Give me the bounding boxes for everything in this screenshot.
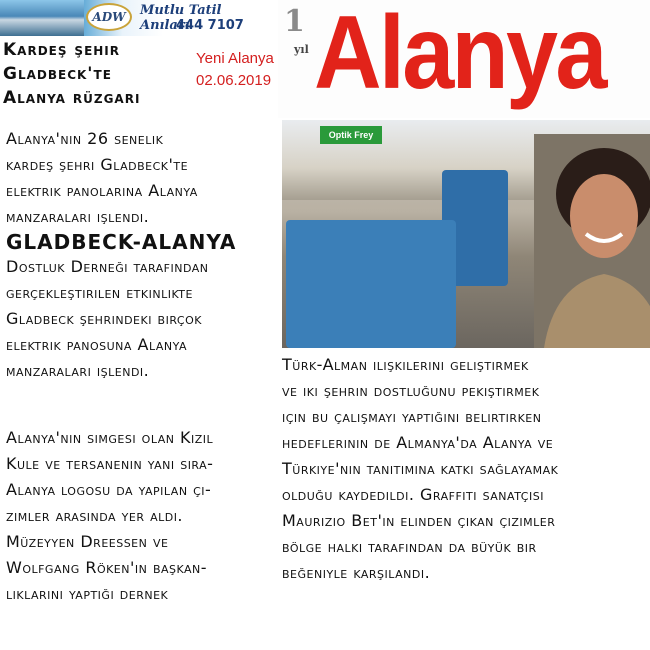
text-line: zimler arasında yer aldı. [6, 506, 184, 525]
text-line: Alanya'nın 26 senelik [6, 129, 164, 148]
advertisement-banner [0, 0, 272, 36]
dateline [196, 48, 286, 92]
text-line: elektrik panolarına Alanya [6, 181, 198, 200]
text-line: Müzeyyen Dreessen ve [6, 532, 169, 551]
headline-line: Gladbeck'te [3, 64, 112, 84]
text-line: Türk-Alman ilişkilerini geliştirmek [282, 355, 529, 374]
painted-electric-panel [286, 220, 456, 348]
anniversary-label: yıl [294, 43, 309, 56]
anniversary-number: 1 [284, 4, 305, 39]
masthead-wordmark: Alanya [314, 0, 605, 111]
text-line: olduğu kaydedildi. Graffiti sanatçısı [282, 485, 544, 504]
article-body-right [282, 352, 650, 586]
text-line: elektrik panosuna Alanya [6, 335, 187, 354]
shop-sign: Optik Frey [320, 126, 382, 144]
text-line: lıklarını yaptığı dernek [6, 584, 169, 603]
text-line: hedeflerinin de Almanya'da Alanya ve [282, 433, 554, 452]
headline-line: Kardeş şehir [3, 40, 121, 60]
text-line: gerçekleştirilen etkinlikte [6, 283, 193, 302]
article-headline [3, 38, 193, 110]
text-line: kardeş şehri Gladbeck'te [6, 155, 189, 174]
text-line: Alanya logosu da yapılan çi- [6, 480, 212, 499]
text-line: için bu çalışmayı yaptığını belirtirken [282, 407, 542, 426]
article-body-left-top [6, 126, 276, 384]
adw-logo: ADW [86, 3, 132, 31]
publish-date: 02.06.2019 [196, 72, 272, 89]
article-photo [282, 120, 650, 348]
headline-line: Alanya rüzgarı [3, 88, 141, 108]
text-line: Dostluk Derneği tarafından [6, 257, 209, 276]
text-line: manzaraları işlendi. [6, 207, 150, 226]
text-line: bölge halkı tarafından da büyük bir [282, 537, 537, 556]
text-line: Alanya'nın simgesi olan Kızıl [6, 428, 214, 447]
woman-portrait [534, 134, 650, 348]
newspaper-masthead [278, 0, 650, 118]
harbor-photo [0, 0, 84, 36]
text-line: beğeniyle karşılandı. [282, 563, 431, 582]
text-line: Gladbeck şehrindeki birçok [6, 309, 202, 328]
banner-slogan: Mutlu Tatil Anıları [140, 3, 222, 33]
banner-phone: 444 7107 [176, 18, 244, 33]
text-line: manzaraları işlendi. [6, 361, 150, 380]
source-name: Yeni Alanya [196, 50, 274, 67]
text-line: Kule ve tersanenin yanı sıra- [6, 454, 214, 473]
text-line: ve iki şehrin dostluğunu pekiştirmek [282, 381, 540, 400]
text-line: Maurizio Bet'in elinden çıkan çizimler [282, 511, 556, 530]
article-body-left-bottom [6, 425, 282, 607]
article-subhead: GLADBECK-ALANYA [6, 230, 237, 254]
text-line: Türkiye'nin tanıtımına katkı sağlayamak [282, 459, 559, 478]
text-line: Wolfgang Röken'in başkan- [6, 558, 208, 577]
